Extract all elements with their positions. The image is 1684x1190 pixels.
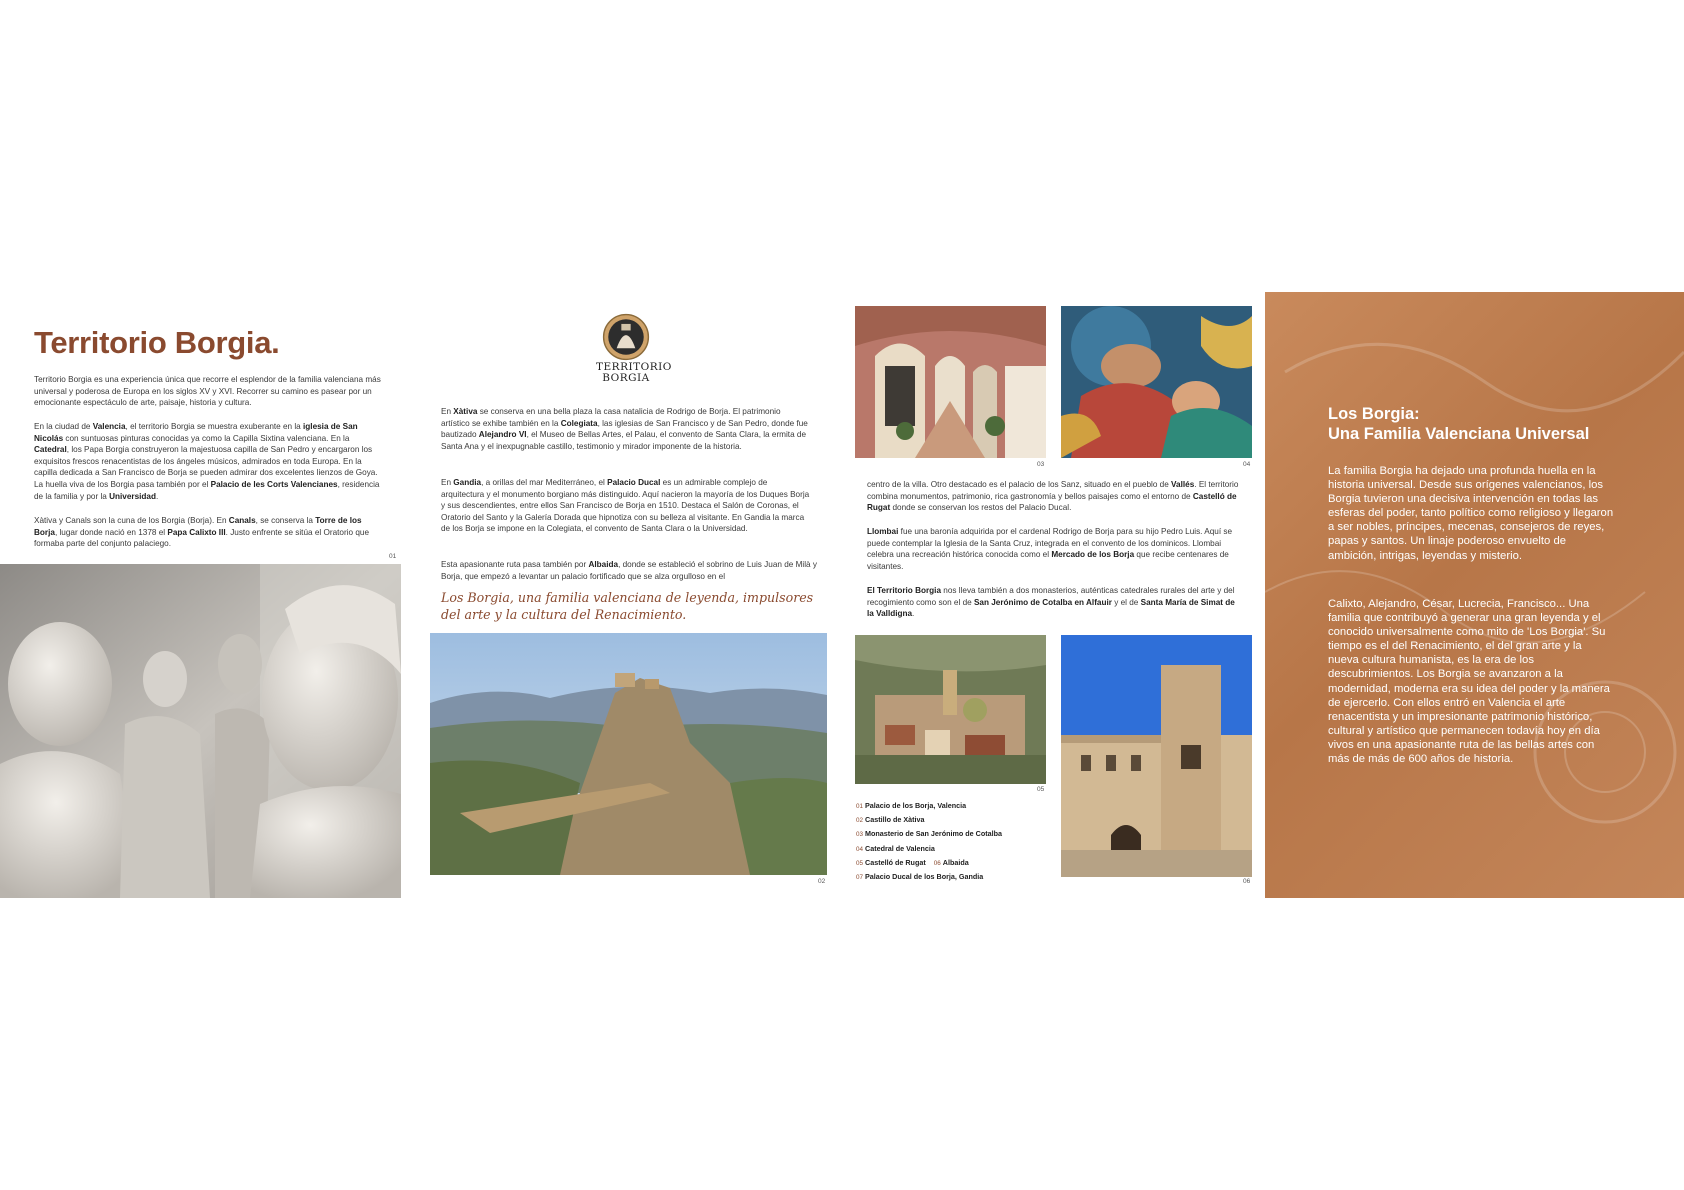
caption-item: 03 Monasterio de San Jerónimo de Cotalba [856, 829, 1003, 839]
logo-line-1: TERRITORIO [596, 361, 672, 373]
gandia-paragraph: En Gandia, a orillas del mar Mediterráneo, el Palacio Ducal es un admirable complejo de arquitectura y el monumento borgiano más distinguido. Aquí nacieron la mayoría de los Duques Borja y sus descendientes, entre ellos San Francisco de Borja en 1510. Destaca el Salón de Coronas, el Oratorio del Santo y la Galería Dorada que hipnotiza con su belleza al visitante. En Gandia la marca de los Borja se impone en la Colegiata, el convento de Santa Clara o la Universidad. [441, 478, 810, 534]
page-number: 03 [1037, 461, 1045, 468]
borgia-emblem-icon [598, 312, 654, 362]
cathedral-frescoes-photo [1061, 306, 1252, 458]
logo-line-2: BORGIA [602, 372, 650, 384]
page-number: 01 [389, 553, 397, 560]
territorio-borgia-logo [596, 312, 672, 384]
valles-paragraph: centro de la villa. Otro destacado es el palacio de los Sanz, situado en el pueblo de Vallés. El territorio combina monumentos, patrimonio, rica gastronomía y bellos paisajes como el entorno de Castelló de Rugat donde se conservan los restos del Palacio Ducal. [867, 480, 1239, 513]
intro-paragraph: Territorio Borgia es una experiencia única que recorre el esplendor de la familia valenciana más universal y poderosa de Europa en los siglos XV y XVI. Recorrer su camino es pasear por un emocionante espectáculo de arte, paisaje, historia y cultura. [34, 375, 381, 408]
caption-item: 07 Palacio Ducal de los Borja, Gandia [856, 872, 984, 882]
xativa-paragraph: En Xàtiva se conserva en una bella plaza la casa natalicia de Rodrigo de Borja. El patrimonio artístico se exhibe también en la Colegiata, las iglesias de San Francisco y de San Pedro, donde fue bautizado Alejandro VI, el Museo de Bellas Artes, el Palau, el convento de Santa Clara, la ermita de Santa Ana y el inexpugnable castillo, testimonio y mirador imponente de la historia. [441, 407, 808, 451]
monastery-cloister-photo [855, 306, 1046, 458]
xativa-canals-paragraph: Xàtiva y Canals son la cuna de los Borgia (Borja). En Canals, se conserva la Torre de los Borja, lugar donde nació en 1378 el Papa Calixto III. Justo enfrente se sitúa el Oratorio que formaba parte del conjunto palaciego. [34, 516, 370, 549]
llombai-paragraph: Llombai fue una baronía adquirida por el cardenal Rodrigo de Borja para su hijo Pedro Luis. Aquí se puede contemplar la Iglesia de la Santa Cruz, integrada en el convento de los dominicos. Llombai celebra una recreación histórica conocida como el Mercado de los Borja que recibe centenares de visitantes. [867, 527, 1233, 571]
albaida-paragraph: Esta apasionante ruta pasa también por Albaida, donde se estableció el sobrino de Luis Juan de Milà y Borja, que empezó a levantar un palacio fortificado que se alza orgulloso en el [441, 560, 817, 581]
caption-item: 02 Castillo de Xàtiva [856, 815, 925, 825]
family-intro-paragraph: La familia Borgia ha dejado una profunda huella en la historia universal. Desde sus orígenes valencianos, los Borgia tuvieron una decisiva intervención en todas las esferas del poder, tanto político como religioso y llegaron a ser nobles, príncipes, mecenas, consejeros de reyes, papas y santos. Un linaje poderoso envuelto de ambición, intrigas, leyendas y misterio. [1328, 465, 1614, 562]
caption-item: 01 Palacio de los Borja, Valencia [856, 801, 967, 810]
caption-item: 04 Catedral de Valencia [856, 843, 935, 853]
sculpture-busts-photo [0, 564, 401, 898]
pull-quote: Los Borgia, una familia valenciana de leyenda, impulsores del arte y la cultura del Renacimiento. [441, 590, 814, 622]
castello-de-rugat-photo [855, 635, 1046, 784]
borgia-family-panel [1265, 292, 1684, 898]
page-number: 06 [1243, 878, 1251, 885]
section-heading: Los Borgia: Una Familia Valenciana Universal [1328, 405, 1590, 443]
caption-item: 05 Castelló de Rugat 06 Albaida [856, 857, 969, 867]
page-number: 05 [1037, 786, 1045, 793]
page-title: Territorio Borgia. [34, 325, 280, 360]
valencia-paragraph: En la ciudad de Valencia, el territorio Borgia se muestra exuberante en la iglesia de San Nicolás con suntuosas pinturas conocidas ya como la Capilla Sixtina valenciana. En la Catedral, los Papa Borgia construyeron la majestuosa capilla de San Pedro y encargaron los exquisitos frescos renacentistas de los ángeles músicos, admirados en toda Europa. En la capilla dedicada a San Francisco de Borja se pueden admirar dos excelentes lienzos de Goya. La huella viva de los Borgia pasa también por el Palacio de les Corts Valencianes, residencia de la familia y por la Universidad. [34, 422, 380, 501]
family-legacy-paragraph: Calixto, Alejandro, César, Lucrecia, Francisco... Una familia que contribuyó a generar una gran leyenda y el conocido universalmente como mito de 'Los Borgia'. Su tiempo es el del Renacimiento, el del gran arte y la nueva cultura humanista, es la era de los descubrimientos. Los Borgia se avanzaron a la modernidad, moderna era su idea del poder y la manera de ejercerlo. Con ellos entró en Valencia el arte renacentista y un impresionante patrimonio histórico, cultural y artístico que permanecen todavía hoy en día vivos en una apasionante ruta de las bellas artes con más de más de 600 años de historia. [1328, 598, 1610, 766]
page-number: 02 [818, 878, 826, 885]
page-number: 04 [1243, 461, 1251, 468]
ornament-background-icon [1265, 292, 1684, 898]
photo-captions [856, 799, 1056, 884]
monasteries-paragraph: El Territorio Borgia nos lleva también a dos monasterios, auténticas catedrales rurales del arte y del recogimiento como son el de San Jerónimo de Cotalba en Alfauir y el de Santa María de Simat de la Valldigna. [867, 586, 1235, 619]
albaida-palace-photo [1061, 635, 1252, 877]
xativa-castle-photo [430, 633, 827, 875]
